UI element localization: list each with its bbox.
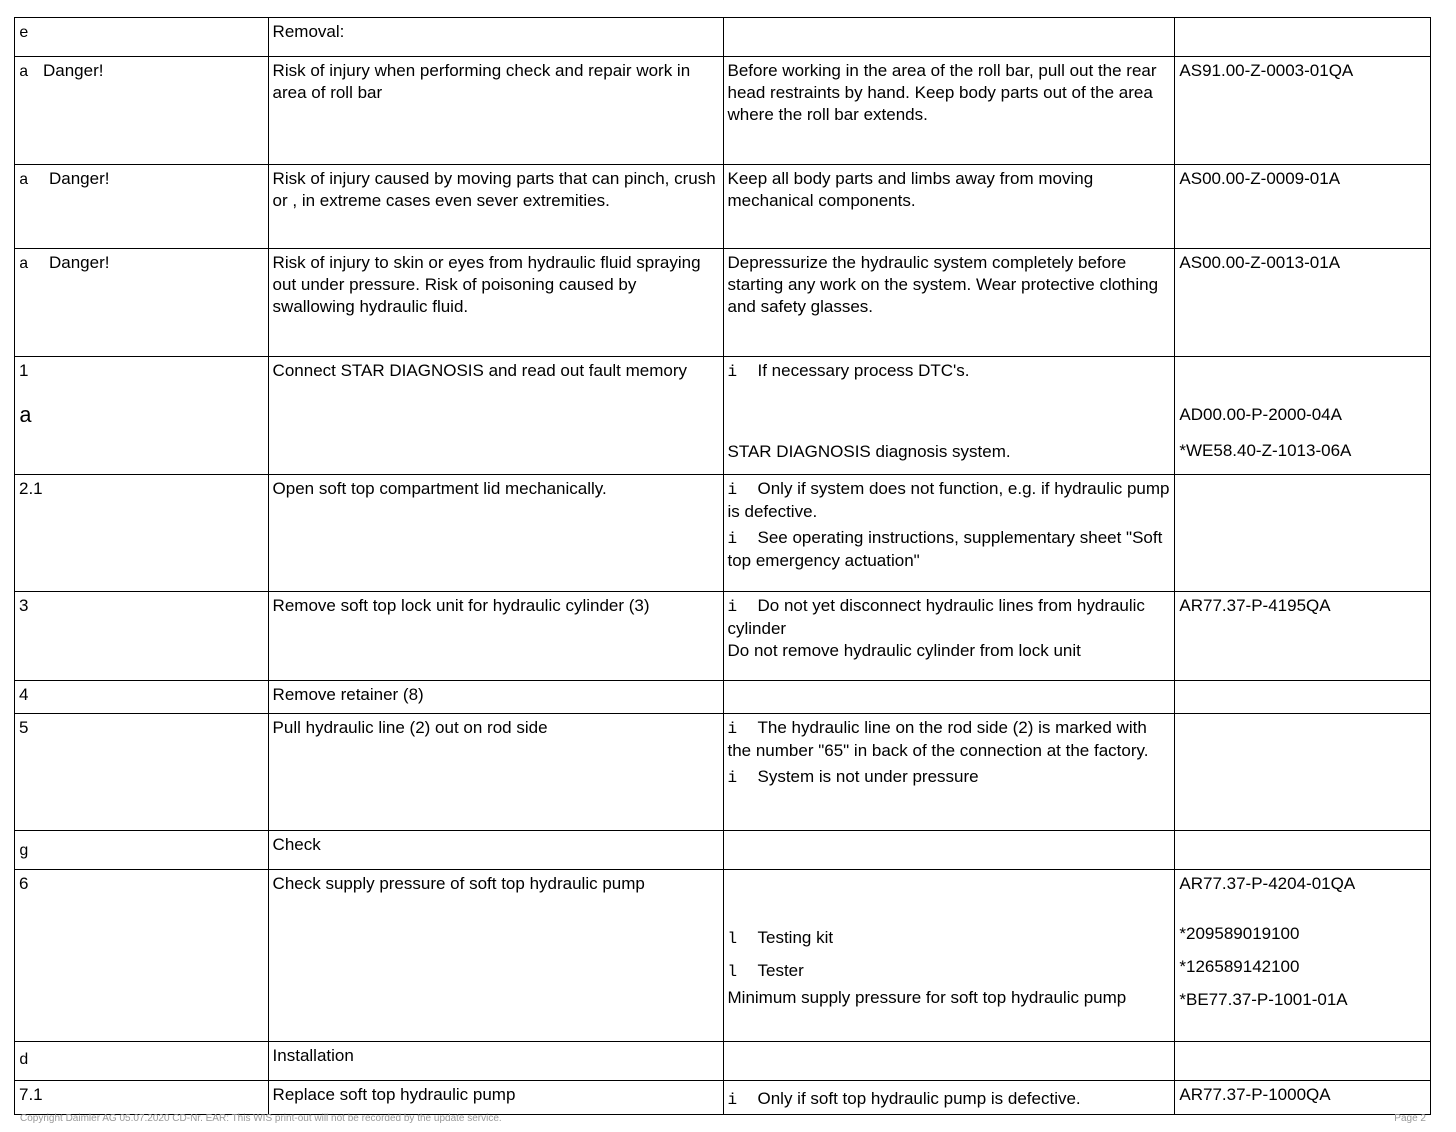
note-cell (723, 249, 1175, 357)
reference-cell (1175, 357, 1431, 475)
note-cell (723, 165, 1175, 249)
note-text: Before working in the area of the roll bar, pull out the rear head restraints by hand. Keep body parts out of the area where the roll bar extends. (727, 61, 1157, 124)
note-text: Only if system does not function, e.g. if hydraulic pump is defective. (727, 479, 1170, 521)
table-row (15, 18, 1431, 57)
document-reference-link[interactable]: AS91.00-Z-0003-01QA (1179, 61, 1354, 80)
note-text: See operating instructions, supplementary sheet "Soft top emergency actuation" (727, 528, 1163, 570)
action-cell: Risk of injury to skin or eyes from hydraulic fluid spraying out under pressure. Risk of poisoning caused by swallowing hydraulic fluid. (268, 249, 723, 357)
note-text: Tester (757, 961, 804, 980)
table-row (15, 681, 1431, 714)
step-cell: 2.1 (15, 475, 269, 592)
page-footer: Copyright Daimler AG 05.07.2020 CD-Nr. EAR: This WIS print-out will not be recorded by the update service. (20, 1113, 502, 1124)
reference-cell (1175, 1042, 1431, 1081)
note-cell (723, 1081, 1175, 1115)
reference-cell (1175, 165, 1431, 249)
document-reference-link[interactable]: AS00.00-Z-0013-01A (1179, 253, 1341, 272)
document-reference-link[interactable]: AD00.00-P-2000-04A (1179, 405, 1342, 424)
note-cell (723, 1042, 1175, 1081)
reference-cell (1175, 681, 1431, 714)
action-cell: Risk of injury when performing check and repair work in area of roll bar (268, 57, 723, 165)
section-symbol-icon: g (19, 842, 29, 860)
table-row (15, 475, 1431, 592)
note-text: Keep all body parts and limbs away from moving mechanical components. (727, 169, 1094, 210)
document-reference-link[interactable]: *BE77.37-P-1001-01A (1179, 990, 1348, 1009)
note-text: STAR DIAGNOSIS diagnosis system. (727, 442, 1011, 461)
reference-cell (1175, 714, 1431, 831)
document-reference-link[interactable]: AS00.00-Z-0009-01A (1179, 169, 1341, 188)
danger-label: Danger! (49, 169, 110, 188)
document-reference-link[interactable]: AR77.37-P-1000QA (1179, 1085, 1331, 1104)
reference-cell (1175, 1081, 1431, 1115)
action-cell: Removal: (268, 18, 723, 57)
reference-cell (1175, 18, 1431, 57)
note-cell (723, 870, 1175, 1042)
step-cell (15, 18, 269, 57)
document-reference-link[interactable]: AR77.37-P-4195QA (1179, 596, 1331, 615)
page-number: Page 2 (1394, 1113, 1426, 1124)
table-row (15, 357, 1431, 475)
note-cell (723, 592, 1175, 681)
table-row (15, 165, 1431, 249)
note-text: Testing kit (757, 928, 834, 947)
reference-cell (1175, 592, 1431, 681)
step-cell: 4 (15, 681, 269, 714)
tool-icon: l (727, 930, 738, 948)
info-icon: i (727, 720, 738, 738)
note-cell (723, 681, 1175, 714)
step-cell (15, 831, 269, 870)
note-text: System is not under pressure (757, 767, 979, 786)
action-cell: Replace soft top hydraulic pump (268, 1081, 723, 1115)
tool-icon: l (727, 963, 738, 981)
step-cell: 7.1 (15, 1081, 269, 1115)
reference-cell (1175, 57, 1431, 165)
note-text: Depressurize the hydraulic system completely before starting any work on the system. Wear protective clothing and safety glasses. (727, 253, 1159, 316)
info-icon: i (727, 598, 738, 616)
action-cell: Open soft top compartment lid mechanically. (268, 475, 723, 592)
step-cell (15, 165, 269, 249)
table-row (15, 1081, 1431, 1115)
note-cell (723, 714, 1175, 831)
info-icon: i (727, 481, 738, 499)
note-cell (723, 475, 1175, 592)
step-number: 1 (19, 361, 29, 380)
note-symbol-icon: a (19, 404, 33, 429)
table-row (15, 57, 1431, 165)
table-row (15, 1042, 1431, 1081)
note-cell (723, 357, 1175, 475)
note-cell (723, 18, 1175, 57)
section-symbol-icon: e (19, 24, 29, 42)
action-cell: Check supply pressure of soft top hydraulic pump (268, 870, 723, 1042)
note-cell (723, 831, 1175, 870)
step-cell (15, 1042, 269, 1081)
info-icon: i (727, 530, 738, 548)
danger-icon: a (19, 255, 29, 273)
document-reference-link[interactable]: AR77.37-P-4204-01QA (1179, 874, 1356, 893)
note-text: Minimum supply pressure for soft top hydraulic pump (727, 988, 1127, 1007)
table-row (15, 714, 1431, 831)
step-cell (15, 249, 269, 357)
action-cell: Risk of injury caused by moving parts that can pinch, crush or , in extreme cases even sever extremities. (268, 165, 723, 249)
action-cell: Remove retainer (8) (268, 681, 723, 714)
info-icon: i (727, 1091, 738, 1109)
action-cell: Remove soft top lock unit for hydraulic cylinder (3) (268, 592, 723, 681)
action-cell: Installation (268, 1042, 723, 1081)
reference-cell (1175, 475, 1431, 592)
document-reference-link[interactable]: *WE58.40-Z-1013-06A (1179, 441, 1352, 460)
danger-label: Danger! (43, 61, 104, 80)
tool-reference-link[interactable]: *126589142100 (1179, 957, 1300, 976)
reference-cell (1175, 870, 1431, 1042)
step-cell: 5 (15, 714, 269, 831)
info-icon: i (727, 363, 738, 381)
section-symbol-icon: d (19, 1051, 29, 1069)
action-cell: Pull hydraulic line (2) out on rod side (268, 714, 723, 831)
danger-icon: a (19, 63, 29, 81)
procedure-table (14, 17, 1431, 1115)
reference-cell (1175, 249, 1431, 357)
note-text: If necessary process DTC's. (757, 361, 970, 380)
tool-reference-link[interactable]: *209589019100 (1179, 924, 1300, 943)
note-text: Only if soft top hydraulic pump is defective. (757, 1089, 1081, 1108)
info-icon: i (727, 769, 738, 787)
table-row (15, 831, 1431, 870)
note-text: Do not remove hydraulic cylinder from lock unit (727, 641, 1081, 660)
step-cell: 3 (15, 592, 269, 681)
danger-icon: a (19, 171, 29, 189)
action-cell: Connect STAR DIAGNOSIS and read out fault memory (268, 357, 723, 475)
reference-cell (1175, 831, 1431, 870)
action-cell: Check (268, 831, 723, 870)
note-cell (723, 57, 1175, 165)
step-cell: 6 (15, 870, 269, 1042)
table-row (15, 249, 1431, 357)
danger-label: Danger! (49, 253, 110, 272)
note-text: The hydraulic line on the rod side (2) is marked with the number "65" in back of the connection at the factory. (727, 718, 1149, 760)
note-text: Do not yet disconnect hydraulic lines from hydraulic cylinder (727, 596, 1145, 638)
table-row (15, 870, 1431, 1042)
step-cell (15, 57, 269, 165)
step-cell (15, 357, 269, 475)
table-row (15, 592, 1431, 681)
